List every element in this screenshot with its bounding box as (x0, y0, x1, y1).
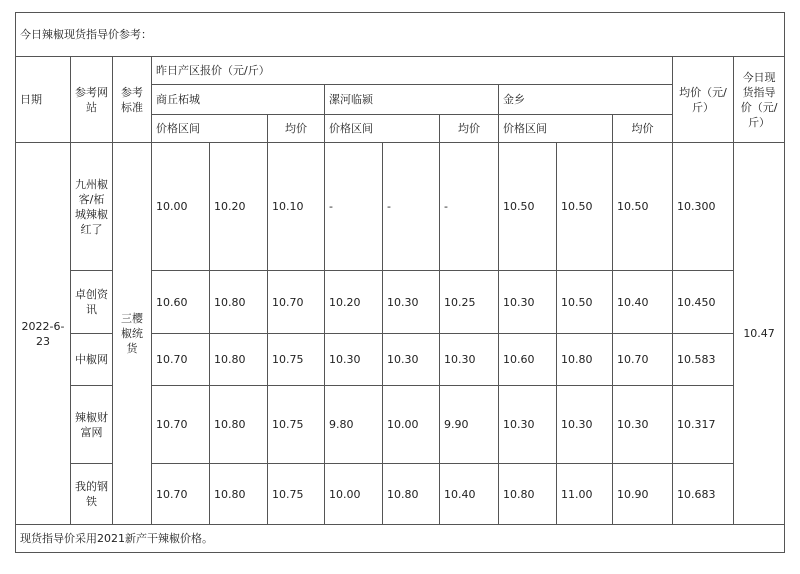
price-cell: 10.80 (557, 334, 613, 386)
price-cell: 10.30 (440, 334, 499, 386)
region-header: 商丘柘城 (152, 85, 325, 115)
price-cell: 10.60 (152, 271, 210, 334)
avg-cell: 10.317 (673, 386, 734, 464)
price-cell: 10.30 (557, 386, 613, 464)
price-cell: - (325, 143, 383, 271)
price-cell: 11.00 (557, 464, 613, 525)
site-cell: 我的钢铁 (71, 464, 113, 525)
price-cell: 10.40 (440, 464, 499, 525)
date-cell: 2022-6-23 (16, 143, 71, 525)
price-cell: 10.50 (499, 143, 557, 271)
price-cell: 10.80 (210, 386, 268, 464)
avg-header: 均价 (440, 115, 499, 143)
avg-header: 均价 (613, 115, 673, 143)
region-header: 金乡 (499, 85, 673, 115)
yesterday-price-header: 昨日产区报价（元/斤） (152, 57, 673, 85)
price-cell: 9.80 (325, 386, 383, 464)
avg-cell: 10.583 (673, 334, 734, 386)
avg-header: 均价 (268, 115, 325, 143)
guide-price-header: 今日现货指导价（元/斤） (734, 57, 785, 143)
price-cell: 10.60 (499, 334, 557, 386)
price-cell: 10.75 (268, 464, 325, 525)
price-cell: 10.50 (557, 271, 613, 334)
price-cell: 10.30 (383, 271, 440, 334)
price-cell: 10.20 (325, 271, 383, 334)
range-header: 价格区间 (152, 115, 268, 143)
standard-cell: 三樱椒统货 (113, 143, 152, 525)
price-cell: 10.30 (613, 386, 673, 464)
price-cell: 10.80 (499, 464, 557, 525)
price-cell: 10.00 (152, 143, 210, 271)
price-cell: 10.75 (268, 386, 325, 464)
price-cell: 10.20 (210, 143, 268, 271)
table-title: 今日辣椒现货指导价参考： (16, 13, 785, 57)
site-cell: 卓创资讯 (71, 271, 113, 334)
price-cell: 9.90 (440, 386, 499, 464)
region-header: 漯河临颍 (325, 85, 499, 115)
date-header: 日期 (16, 57, 71, 143)
avg-cell: 10.450 (673, 271, 734, 334)
site-cell: 中椒网 (71, 334, 113, 386)
avg-cell: 10.683 (673, 464, 734, 525)
price-cell: 10.10 (268, 143, 325, 271)
site-cell: 辣椒财富网 (71, 386, 113, 464)
range-header: 价格区间 (499, 115, 613, 143)
price-cell: 10.00 (325, 464, 383, 525)
price-cell: 10.50 (557, 143, 613, 271)
price-cell: 10.90 (613, 464, 673, 525)
site-header: 参考网站 (71, 57, 113, 143)
price-cell: 10.50 (613, 143, 673, 271)
price-cell: 10.25 (440, 271, 499, 334)
price-cell: 10.30 (383, 334, 440, 386)
price-cell: - (383, 143, 440, 271)
price-cell: 10.70 (613, 334, 673, 386)
price-cell: 10.30 (325, 334, 383, 386)
site-cell: 九州椒客/柘城辣椒红了 (71, 143, 113, 271)
price-cell: 10.80 (210, 271, 268, 334)
price-cell: 10.70 (152, 386, 210, 464)
price-cell: 10.30 (499, 386, 557, 464)
price-cell: 10.80 (210, 334, 268, 386)
price-cell: 10.40 (613, 271, 673, 334)
price-cell: 10.30 (499, 271, 557, 334)
price-cell: 10.75 (268, 334, 325, 386)
standard-header: 参考标准 (113, 57, 152, 143)
price-cell: 10.80 (383, 464, 440, 525)
range-header: 价格区间 (325, 115, 440, 143)
price-cell: 10.80 (210, 464, 268, 525)
guide-price-cell: 10.47 (734, 143, 785, 525)
footnote: 现货指导价采用2021新产干辣椒价格。 (16, 525, 785, 553)
table-row (16, 143, 785, 271)
price-cell: - (440, 143, 499, 271)
price-cell: 10.00 (383, 386, 440, 464)
price-guide-table (15, 12, 785, 553)
overall-avg-header: 均价（元/斤） (673, 57, 734, 143)
price-cell: 10.70 (152, 334, 210, 386)
price-cell: 10.70 (152, 464, 210, 525)
price-cell: 10.70 (268, 271, 325, 334)
avg-cell: 10.300 (673, 143, 734, 271)
